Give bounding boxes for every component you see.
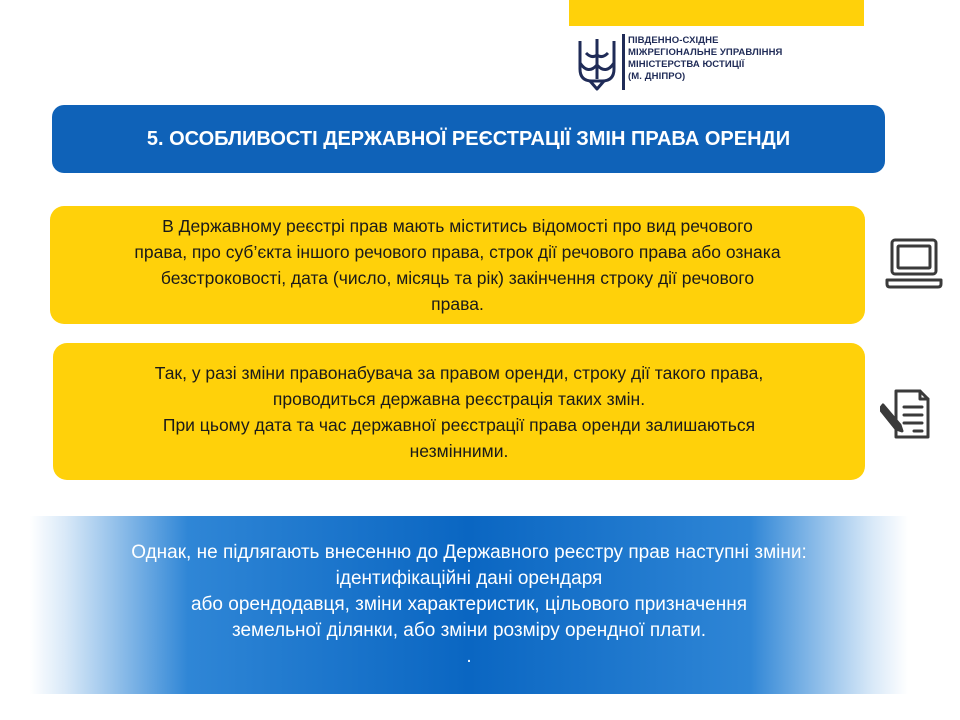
banner-line: земельної ділянки, або зміни розміру орендної плати. (231, 620, 707, 641)
info-card-changes (53, 343, 865, 480)
info-card-registry (50, 206, 865, 324)
org-name (628, 35, 782, 83)
org-line: МІЖРЕГІОНАЛЬНЕ УПРАВЛІННЯ (628, 47, 783, 58)
laptop-icon (885, 236, 943, 290)
top-accent-bar (569, 0, 864, 26)
text-line: Так, у разі зміни правонабувача за правом оренди, строку дії такого права, (154, 362, 764, 383)
text-line: права. (431, 294, 484, 314)
info-card-text (141, 360, 777, 464)
text-line: права, про суб’єкта іншого речового права, строк дії речового права або ознака (134, 242, 781, 262)
banner-line: . (466, 646, 472, 667)
banner-line: Однак, не підлягають внесенню до Державного реєстру прав наступні зміни: (131, 542, 807, 563)
text-line: В Державному реєстрі прав мають міститись відомості про вид речового (162, 216, 753, 236)
trident-icon (574, 35, 620, 93)
slide-title (52, 105, 885, 173)
document-pen-icon (880, 387, 934, 441)
text-line: безстроковості, дата (число, місяць та рік) закінчення строку дії речового (160, 268, 755, 288)
text-line: незмінними. (409, 440, 509, 461)
text-line: проводиться державна реєстрація таких змін. (272, 388, 646, 409)
slide-title-text: 5. ОСОБЛИВОСТІ ДЕРЖАВНОЇ РЕЄСТРАЦІЇ ЗМІН ПРАВА ОРЕНДИ (146, 127, 791, 150)
text-line: При цьому дата та час державної реєстрації права оренди залишаються (162, 414, 756, 435)
banner-line: або орендодавця, зміни характеристик, цільового призначення (190, 594, 748, 615)
info-card-text (120, 213, 794, 317)
ministry-logo (574, 32, 834, 96)
org-line: МІНІСТЕРСТВА ЮСТИЦІЇ (628, 59, 745, 70)
banner-line: ідентифікаційні дані орендаря (335, 568, 603, 589)
exceptions-banner (30, 516, 908, 694)
org-line: ПІВДЕННО-СХІДНЕ (628, 35, 719, 46)
logo-divider (622, 34, 625, 90)
org-line: (М. ДНІПРО) (628, 71, 686, 82)
